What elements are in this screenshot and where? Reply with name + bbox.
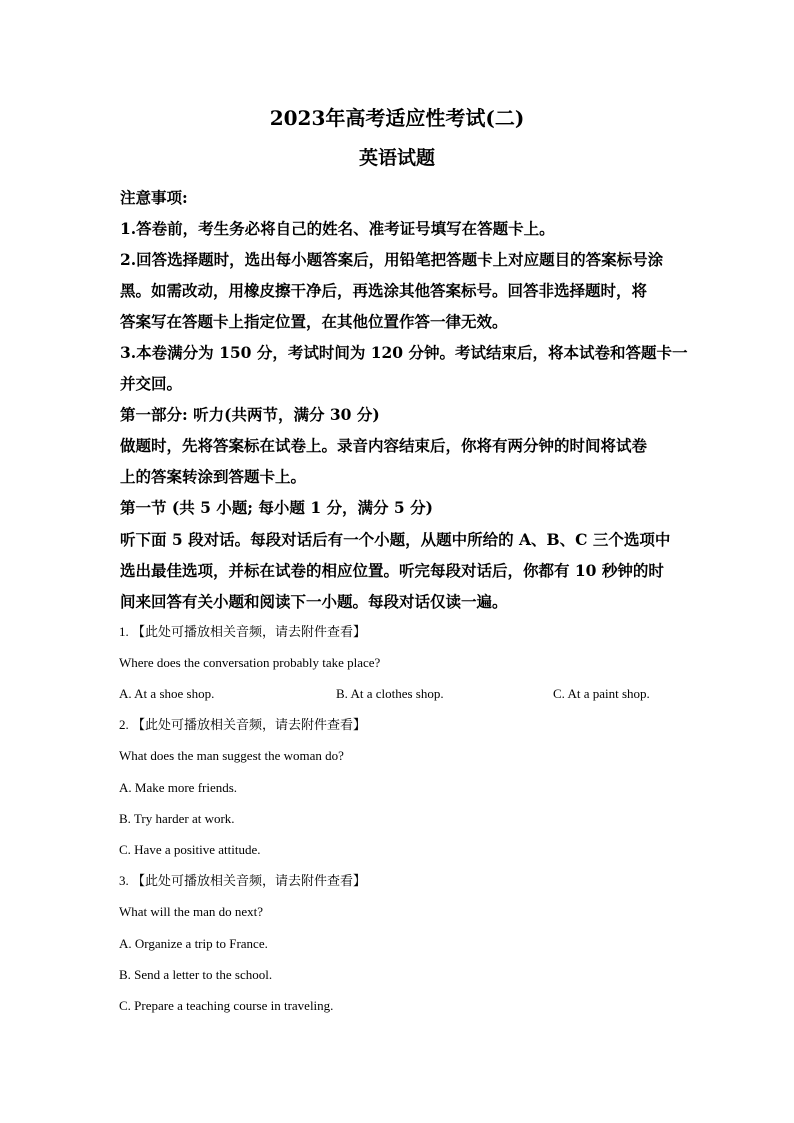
question-number: 1. [119, 624, 129, 639]
notice-line: 1.答卷前，考生务必将自己的姓名、准考证号填写在答题卡上。 [120, 219, 555, 238]
question-1-stem: Where does the conversation probably take place? [119, 655, 381, 670]
question-3-option-c: C. Prepare a teaching course in traveling. [119, 998, 334, 1013]
question-3-option-a: A. Organize a trip to France. [119, 936, 268, 951]
audio-note[interactable]: 【此处可播放相关音频，请去附件查看】 [132, 874, 367, 889]
question-2-option-a: A. Make more friends. [119, 780, 238, 795]
question-number: 2. [119, 717, 129, 732]
audio-note[interactable]: 【此处可播放相关音频，请去附件查看】 [132, 625, 367, 640]
question-2-option-b: B. Try harder at work. [119, 811, 235, 826]
question-number: 3. [119, 873, 129, 888]
section1-heading: 第一节 (共 5 小题; 每小题 1 分，满分 5 分) [120, 498, 433, 517]
notice-heading: 注意事项: [120, 188, 188, 207]
question-2-stem: What does the man suggest the woman do? [119, 748, 344, 763]
part1-instruction: 做题时，先将答案标在试卷上。录音内容结束后，你将有两分钟的时间将试卷 [120, 436, 648, 455]
exam-title: 2023年高考适应性考试(二) [269, 106, 525, 130]
section1-instruction: 间来回答有关小题和阅读下一小题。每段对话仅读一遍。 [120, 592, 508, 611]
question-1-header [119, 624, 366, 641]
part1-heading: 第一部分: 听力(共两节，满分 30 分) [120, 405, 380, 424]
exam-subtitle: 英语试题 [358, 147, 435, 169]
notice-line: 黑。如需改动，用橡皮擦干净后，再选涂其他答案标号。回答非选择题时，将 [120, 281, 648, 300]
question-1-option-b: B. At a clothes shop. [336, 686, 444, 701]
notice-line: 答案写在答题卡上指定位置，在其他位置作答一律无效。 [120, 312, 508, 331]
question-1-option-c: C. At a paint shop. [553, 686, 650, 701]
section1-instruction: 听下面 5 段对话。每段对话后有一个小题，从题中所给的 A、B、C 三个选项中 [120, 530, 671, 549]
notice-line: 2.回答选择题时，选出每小题答案后，用铅笔把答题卡上对应题目的答案标号涂 [120, 250, 664, 269]
question-2-option-c: C. Have a positive attitude. [119, 842, 261, 857]
question-3-stem: What will the man do next? [119, 904, 264, 919]
question-3-option-b: B. Send a letter to the school. [119, 967, 273, 982]
question-3-header [119, 873, 366, 890]
question-2-header [119, 717, 366, 734]
notice-line: 并交回。 [120, 374, 183, 393]
section1-instruction: 选出最佳选项，并标在试卷的相应位置。听完每段对话后，你都有 10 秒钟的时 [120, 561, 664, 580]
notice-line: 3.本卷满分为 150 分，考试时间为 120 分钟。考试结束后，将本试卷和答题卡一 [120, 343, 688, 362]
question-1-option-a: A. At a shoe shop. [119, 686, 215, 701]
audio-note[interactable]: 【此处可播放相关音频，请去附件查看】 [132, 718, 367, 733]
part1-instruction: 上的答案转涂到答题卡上。 [120, 467, 307, 486]
